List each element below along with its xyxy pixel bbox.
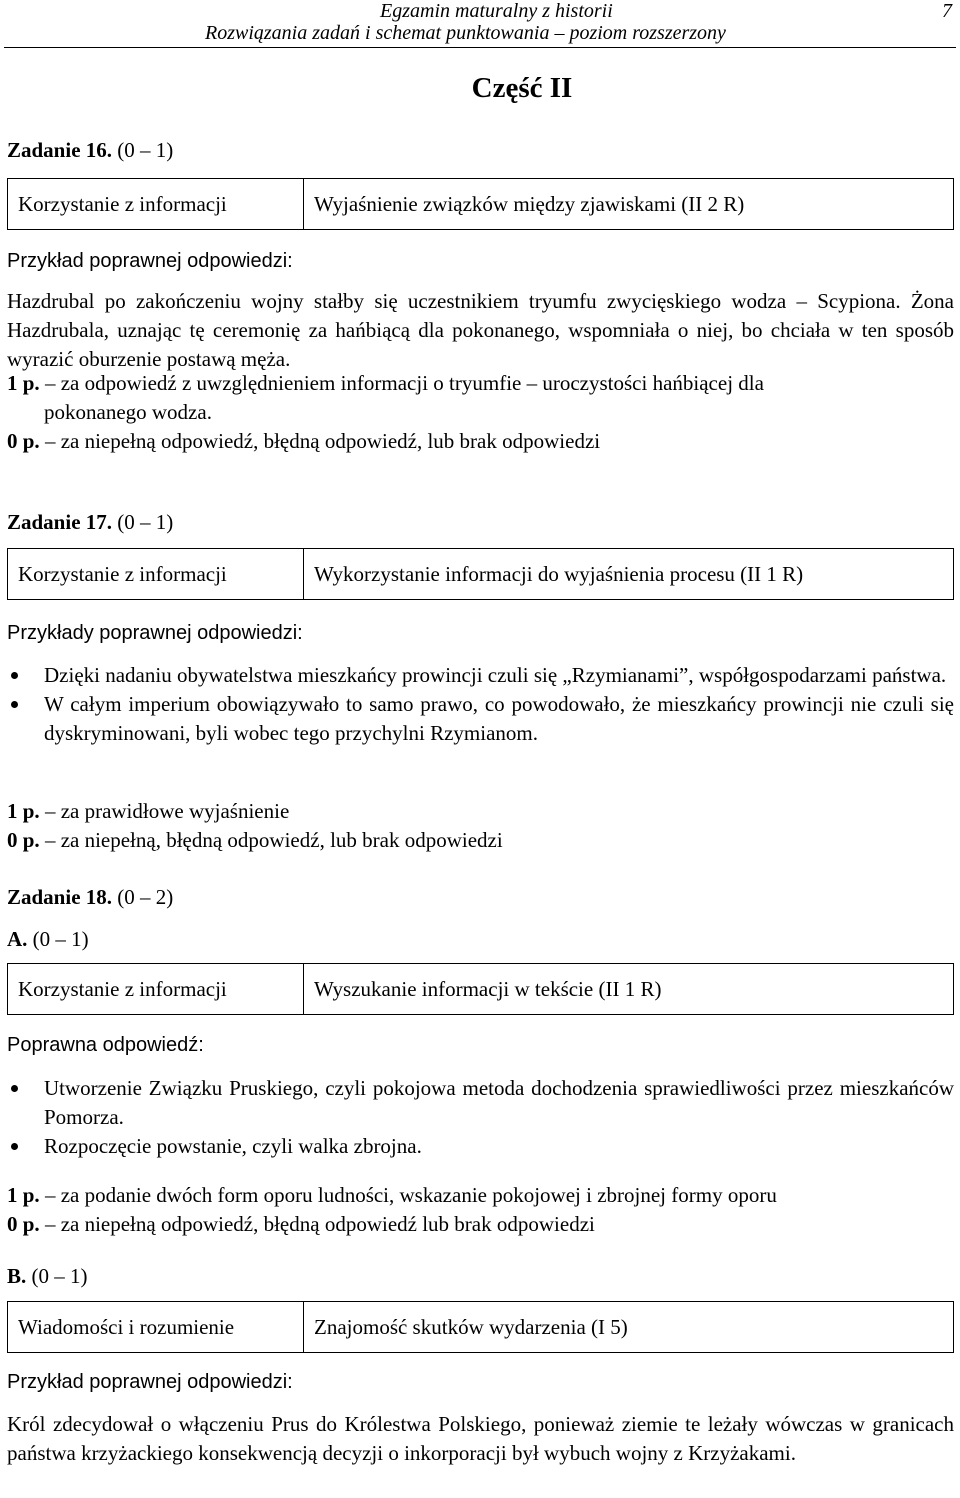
- task-18-heading: [7, 883, 954, 912]
- task-18a-range: (0 – 1): [32, 927, 89, 951]
- part-title: Część II: [471, 72, 573, 104]
- task-18a-req-skill: Wyszukanie informacji w tekście (II 1 R): [304, 964, 954, 1015]
- task-18a-req-area: Korzystanie z informacji: [8, 964, 304, 1015]
- task-16-answer: Hazdrubal po zakończeniu wojny stałby się uczestnikiem tryumfu zwycięskiego wodza – Scypiona. Żona Hazdrubala, uznając tę ceremonię za hańbiącą dla pokonanego, wspomniała o niej, bo chciała w ten sposób wyrazić oburzenie postawą męża.: [7, 289, 954, 371]
- bullet-icon: [11, 1085, 18, 1092]
- task-18b-range: (0 – 1): [31, 1264, 88, 1288]
- task-17-score-0: 0 p. – za niepełną, błędną odpowiedź, lub brak odpowiedzi: [7, 828, 503, 852]
- task-17-score-1: 1 p. – za prawidłowe wyjaśnienie: [7, 799, 290, 823]
- page-header: [0, 0, 960, 48]
- task-18a-answer-label: Poprawna odpowiedź:: [7, 1034, 204, 1056]
- task-17-req-area: Korzystanie z informacji: [8, 549, 304, 600]
- task-18-title: Zadanie 18.: [7, 885, 113, 909]
- list-item: W całym imperium obowiązywało to samo prawo, co powodowało, że mieszkańcy prowincji nie czuli się dyskryminowani, byli wobec tego przychylni Rzymianom.: [7, 690, 954, 748]
- task-16-scoring: [7, 369, 954, 456]
- task-17-scoring: [7, 797, 954, 855]
- task-16-score-1: 1 p. – za odpowiedź z uwzględnieniem informacji o tryumfie – uroczystości hańbiącej dla: [7, 371, 764, 395]
- task-16-heading: [7, 136, 954, 165]
- task-17-title: Zadanie 17.: [7, 510, 113, 534]
- task-17-heading: [7, 508, 954, 537]
- task-17-requirements: [7, 548, 954, 600]
- task-17-answers: [7, 661, 954, 748]
- task-18a-requirements: [7, 963, 954, 1015]
- header-rule: [4, 47, 956, 48]
- task-16-title: Zadanie 16.: [7, 138, 113, 162]
- task-18a-score-1: 1 p. – za podanie dwóch form oporu ludności, wskazanie pokojowej i zbrojnej formy oporu: [7, 1183, 777, 1207]
- task-17-req-skill: Wykorzystanie informacji do wyjaśnienia procesu (II 1 R): [304, 549, 954, 600]
- task-18b-answer-label: Przykład poprawnej odpowiedzi:: [7, 1371, 293, 1393]
- task-18b-title: B.: [7, 1264, 27, 1288]
- task-16-range: (0 – 1): [117, 138, 174, 162]
- task-18a-heading: [7, 925, 954, 954]
- task-16-score-0: 0 p. – za niepełną odpowiedź, błędną odpowiedź, lub brak odpowiedzi: [7, 429, 601, 453]
- page-number: 7: [942, 0, 952, 22]
- task-18b-req-skill: Znajomość skutków wydarzenia (I 5): [304, 1302, 954, 1353]
- list-item: Dzięki nadaniu obywatelstwa mieszkańcy prowincji czuli się „Rzymianami”, współgospodarzami państwa.: [7, 661, 954, 690]
- task-16-req-skill: Wyjaśnienie związków między zjawiskami (II 2 R): [304, 179, 954, 230]
- header-title: Egzamin maturalny z historii: [380, 0, 613, 22]
- task-16-req-area: Korzystanie z informacji: [8, 179, 304, 230]
- bullet-icon: [11, 701, 18, 708]
- task-18b-req-area: Wiadomości i rozumienie: [8, 1302, 304, 1353]
- task-18a-title: A.: [7, 927, 28, 951]
- task-16-requirements: [7, 178, 954, 230]
- task-17-range: (0 – 1): [117, 510, 174, 534]
- task-18b-answer: Król zdecydował o włączeniu Prus do Królestwa Polskiego, ponieważ ziemie te leżały wówczas w granicach państwa krzyżackiego konsekwencją decyzji o inkorporacji był wybuch wojny z Krzyżakami.: [7, 1412, 954, 1465]
- task-18a-answers: [7, 1074, 954, 1161]
- task-18a-score-0: 0 p. – za niepełną odpowiedź, błędną odpowiedź lub brak odpowiedzi: [7, 1212, 595, 1236]
- task-18-range: (0 – 2): [117, 885, 174, 909]
- list-item: Utworzenie Związku Pruskiego, czyli pokojowa metoda dochodzenia sprawiedliwości przez mieszkańców Pomorza.: [7, 1074, 954, 1132]
- task-18b-heading: [7, 1262, 954, 1291]
- bullet-icon: [11, 672, 18, 679]
- bullet-icon: [11, 1143, 18, 1150]
- task-18b-requirements: [7, 1301, 954, 1353]
- task-17-answer-label: Przykłady poprawnej odpowiedzi:: [7, 622, 303, 644]
- list-item: Rozpoczęcie powstanie, czyli walka zbrojna.: [7, 1132, 954, 1161]
- task-16-answer-label: Przykład poprawnej odpowiedzi:: [7, 250, 293, 272]
- header-subtitle: Rozwiązania zadań i schemat punktowania – poziom rozszerzony: [205, 22, 726, 44]
- task-18a-scoring: [7, 1181, 954, 1239]
- task-16-score-1-cont: pokonanego wodza.: [44, 400, 212, 424]
